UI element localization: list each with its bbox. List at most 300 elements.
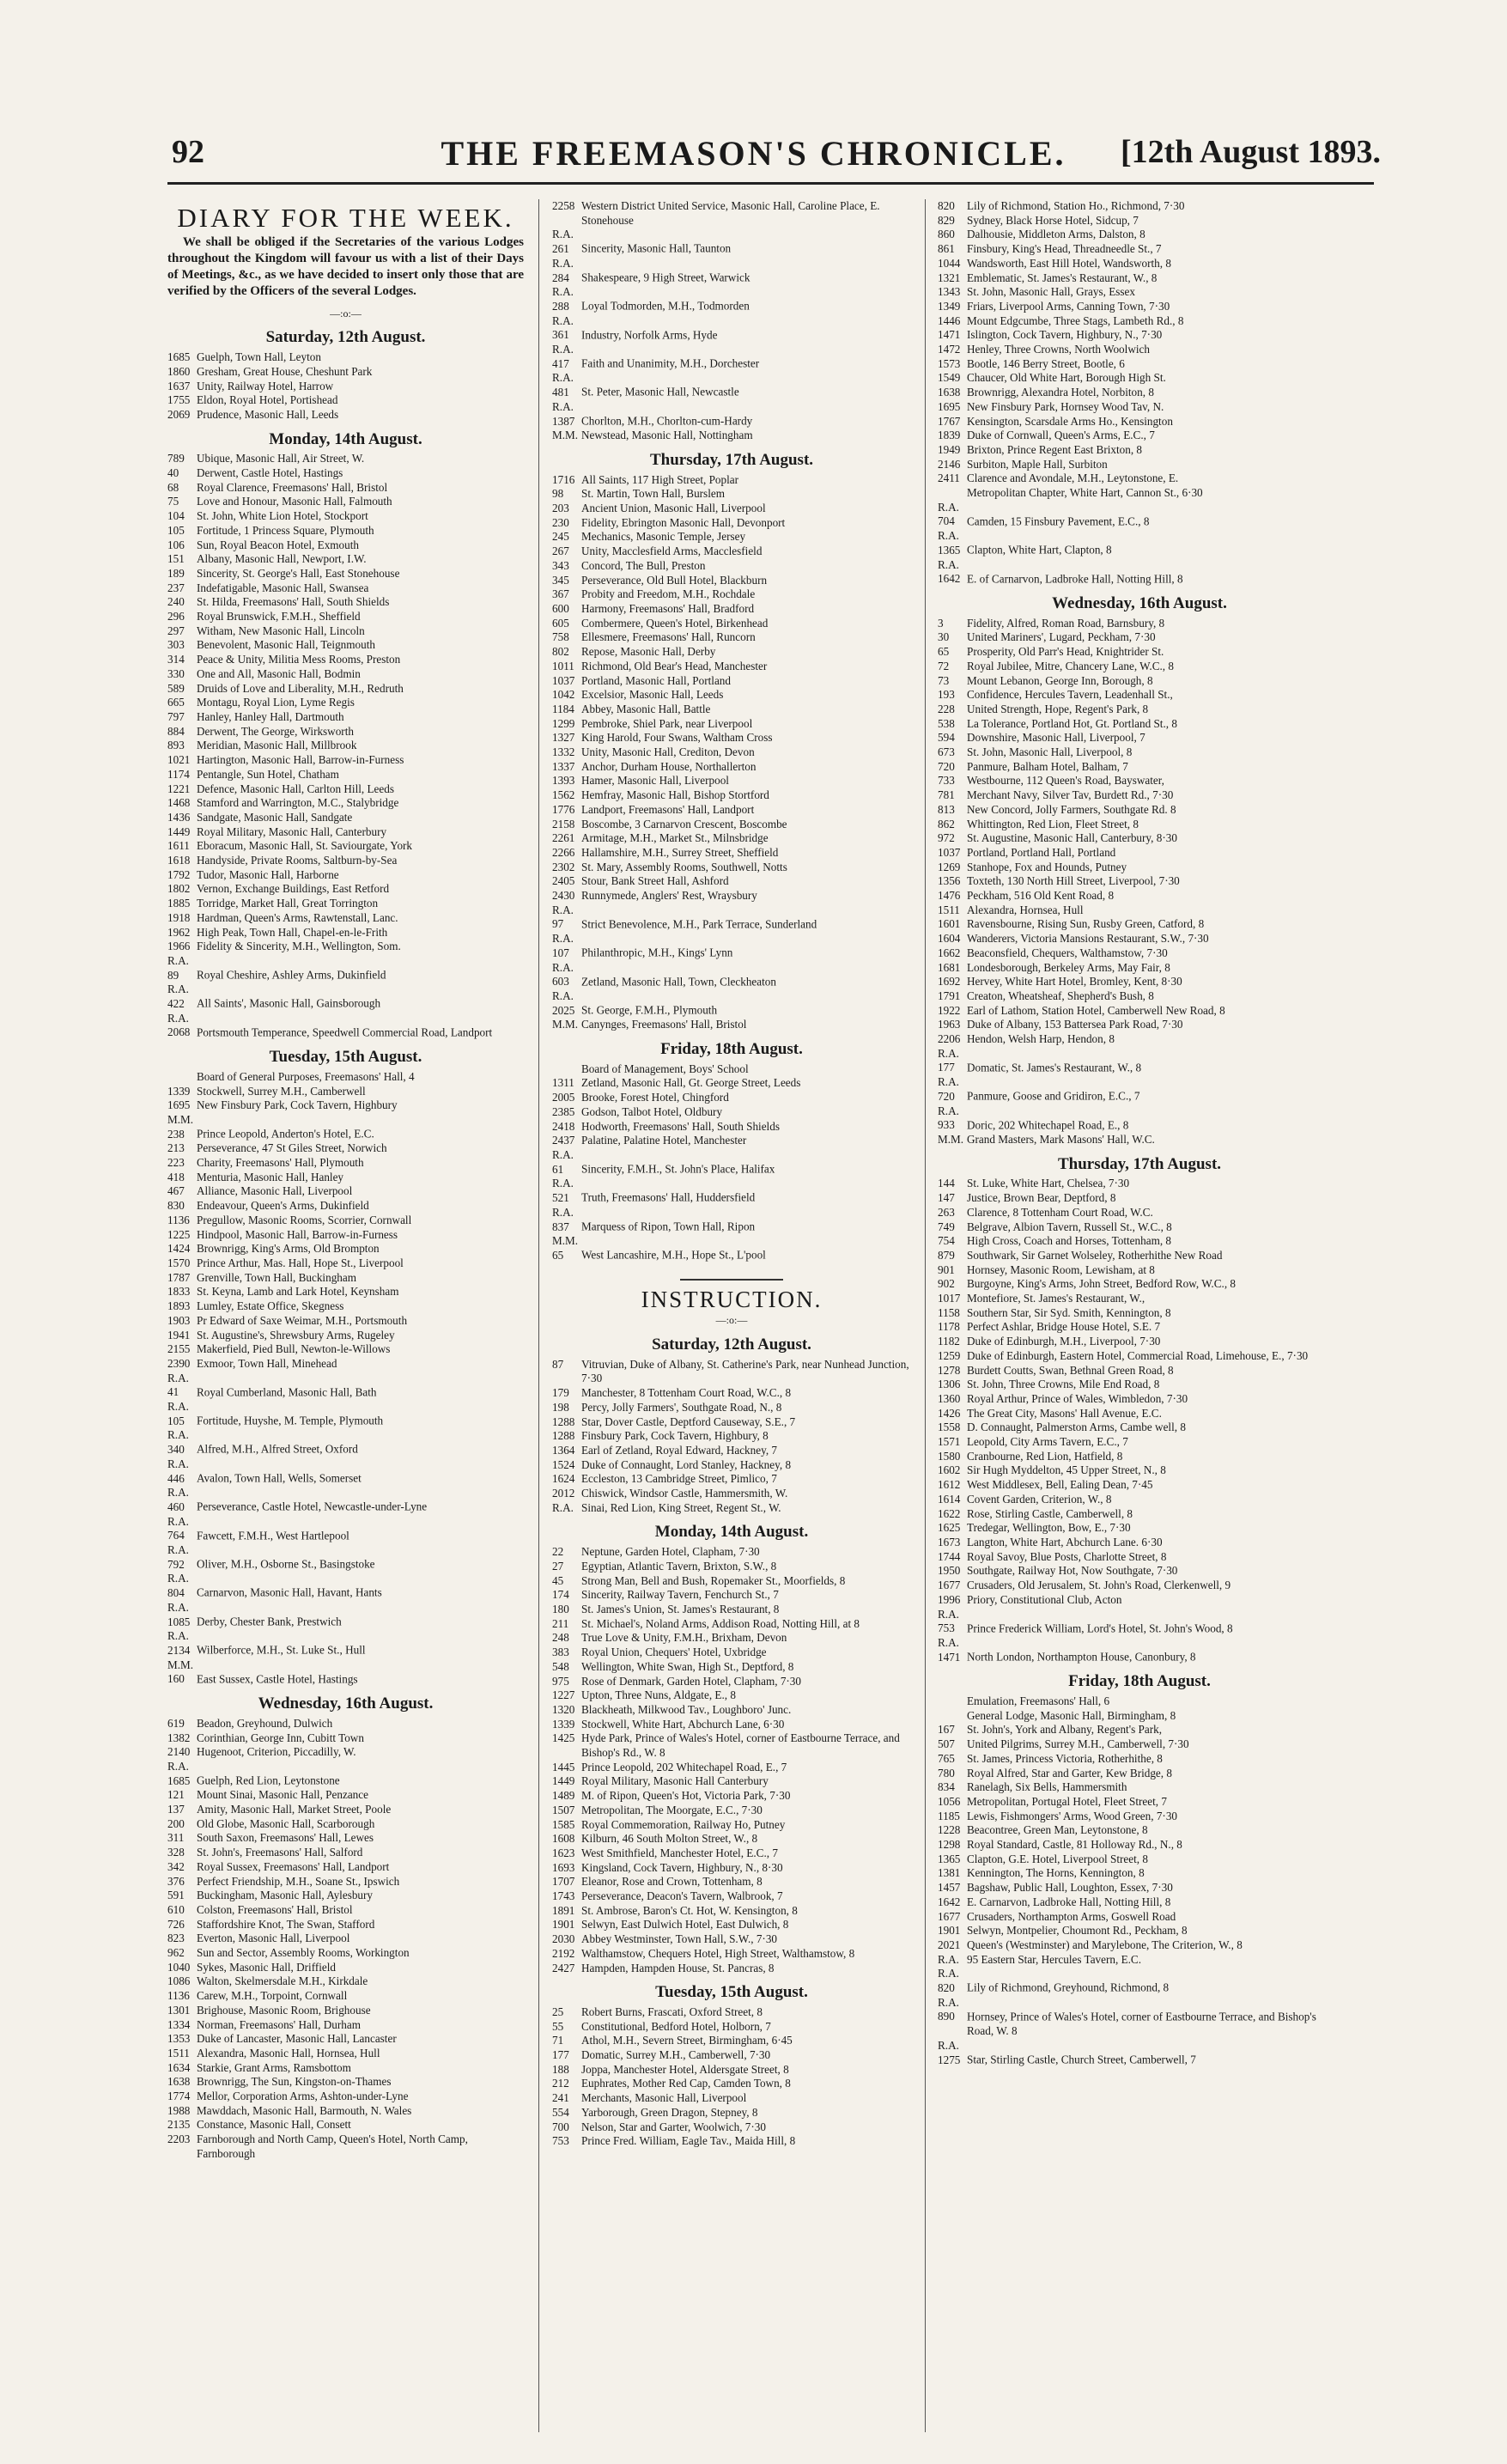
day-heading: Saturday, 12th August. xyxy=(652,1335,811,1354)
lodge-details: Boscombe, 3 Carnarvon Crescent, Boscombe xyxy=(581,817,787,830)
lodge-entry xyxy=(167,1342,524,1357)
lodge-entry xyxy=(552,1545,911,1560)
lodge-entry xyxy=(938,1234,1341,1249)
lodge-entry xyxy=(552,1574,911,1589)
lodge-number: 1802 xyxy=(167,882,191,896)
lodge-entry xyxy=(167,868,524,883)
lodge-entry xyxy=(167,495,524,509)
lodge-entry xyxy=(552,861,911,875)
day-heading: Tuesday, 15th August. xyxy=(655,1983,808,2002)
lodge-number: 1791 xyxy=(938,989,961,1002)
lodge-details: Royal Arthur, Prince of Wales, Wimbledon, 7·30 xyxy=(967,1391,1188,1405)
lodge-entry xyxy=(552,2134,911,2149)
lodge-details: Ancient Union, Masonic Hall, Liverpool xyxy=(581,502,766,515)
lodge-number: 1037 xyxy=(938,845,961,859)
lodge-details: Kennington, The Horns, Kennington, 8 xyxy=(967,1866,1145,1880)
lodge-details: Prince Fred. William, Eagle Tav., Maida Hill, 8 xyxy=(581,2134,796,2148)
lodge-number: 2192 xyxy=(552,1946,575,1960)
lodge-details: West Middlesex, Bell, Ealing Dean, 7·45 xyxy=(967,1478,1153,1492)
lodge-entry xyxy=(552,932,911,960)
lodge-entry xyxy=(938,1407,1341,1421)
lodge-details: Brownrigg, King's Arms, Old Brompton xyxy=(197,1242,380,1256)
lodge-number: 1562 xyxy=(552,788,575,802)
lodge-entry xyxy=(938,889,1341,903)
lodge-details: Royal Alfred, Star and Garter, Kew Bridge, 8 xyxy=(967,1766,1172,1780)
lodge-number: 1860 xyxy=(167,364,191,378)
lodge-number: R.A. 720 xyxy=(938,1075,959,1103)
lodge-entry xyxy=(167,725,524,739)
lodge-entry xyxy=(938,1608,1341,1636)
lodge-entry xyxy=(938,645,1341,660)
lodge-details: Cranbourne, Red Lion, Hatfield, 8 xyxy=(967,1449,1123,1463)
lodge-entry xyxy=(167,710,524,725)
lodge-details: Surbiton, Maple Hall, Surbiton xyxy=(967,457,1108,471)
lodge-details: St. Mary, Assembly Rooms, Southwell, Notts xyxy=(581,860,787,873)
lodge-details: Kingsland, Cock Tavern, Highbury, N., 8·30 xyxy=(581,1860,783,1874)
lodge-number: 25 xyxy=(552,2005,564,2018)
lodge-number: 1228 xyxy=(938,1823,961,1837)
lodge-entry xyxy=(552,1444,911,1458)
lodge-number: 213 xyxy=(167,1141,185,1155)
lodge-details: Brownrigg, The Sun, Kingston-on-Thames xyxy=(197,2075,392,2089)
lodge-number: 263 xyxy=(938,1205,955,1219)
lodge-number: 1601 xyxy=(938,917,961,931)
lodge-entry xyxy=(167,811,524,825)
lodge-details: Duke of Cornwall, Queen's Arms, E.C., 7 xyxy=(967,429,1155,442)
lodge-number: 1716 xyxy=(552,472,575,486)
lodge-details: Royal Savoy, Blue Posts, Charlotte Street, 8 xyxy=(967,1549,1167,1563)
lodge-number: 1426 xyxy=(938,1406,961,1420)
lodge-entry xyxy=(938,1636,1341,1664)
lodge-details: Harmony, Freemasons' Hall, Bradford xyxy=(581,601,755,615)
lodge-number: R.A. 41 xyxy=(167,1371,189,1399)
lodge-number: 2385 xyxy=(552,1104,575,1118)
lodge-entry xyxy=(552,400,911,429)
lodge-entry xyxy=(552,1646,911,1660)
lodge-number: 106 xyxy=(167,538,185,551)
lodge-details: Stockwell, Surrey M.H., Camberwell xyxy=(197,1084,366,1098)
lodge-entry xyxy=(552,1458,911,1473)
lodge-number: 753 xyxy=(552,2134,569,2148)
lodge-entry xyxy=(167,911,524,926)
lodge-details: Mawddach, Masonic Hall, Barmouth, N. Wales xyxy=(197,2103,412,2117)
lodge-number: 314 xyxy=(167,653,185,666)
lodge-entry xyxy=(167,1085,524,1099)
lodge-number: 1625 xyxy=(938,1521,961,1535)
day-heading: Thursday, 17th August. xyxy=(1057,1154,1222,1173)
lodge-number: R.A. xyxy=(552,1500,574,1514)
lodge-details: Islington, Cock Tavern, Highbury, N., 7·30 xyxy=(967,328,1163,342)
lodge-entry xyxy=(552,674,911,689)
lodge-entry xyxy=(167,408,524,423)
lodge-number: 237 xyxy=(167,581,185,594)
lodge-details: Runnymede, Anglers' Rest, Wraysbury xyxy=(581,889,757,903)
lodge-details: Staffordshire Knot, The Swan, Stafford xyxy=(197,1917,375,1931)
lodge-details: Priory, Constitutional Club, Acton xyxy=(967,1592,1122,1606)
lodge-entry xyxy=(167,393,524,408)
lodge-details: Royal Military, Masonic Hall, Canterbury xyxy=(197,824,387,838)
lodge-entry xyxy=(552,2020,911,2035)
lodge-details: Strict Benevolence, M.H., Park Terrace, Sunderland xyxy=(581,917,817,931)
lodge-details: Rose, Stirling Castle, Camberwell, 8 xyxy=(967,1506,1133,1520)
lodge-number: 1949 xyxy=(938,442,961,456)
lodge-number: 1174 xyxy=(167,767,190,781)
lodge-details: Lewis, Fishmongers' Arms, Wood Green, 7·30 xyxy=(967,1809,1178,1822)
lodge-entry xyxy=(552,1603,911,1617)
lodge-details: Hornsey, Masonic Room, Lewisham, at 8 xyxy=(967,1262,1155,1276)
lodge-details: Friars, Liverpool Arms, Canning Town, 7·30 xyxy=(967,299,1170,313)
lodge-number: R.A. 933 xyxy=(938,1104,959,1132)
lodge-number: R.A. 820 xyxy=(938,1967,959,1995)
lodge-number: 1343 xyxy=(938,285,961,299)
lodge-details: Earl of Zetland, Royal Edward, Hackney, 7 xyxy=(581,1443,778,1457)
instruction-sections xyxy=(552,1335,911,2149)
lodge-details: New Finsbury Park, Hornsey Wood Tav, N. xyxy=(967,399,1164,413)
diary-title: DIARY FOR THE WEEK. xyxy=(177,203,514,233)
lodge-details: Colston, Freemasons' Hall, Bristol xyxy=(197,1902,353,1916)
lodge-details: Vitruvian, Duke of Albany, St. Catherine's Park, near Nunhead Junction, 7·30 xyxy=(581,1357,909,1385)
lodge-entry xyxy=(552,314,911,343)
lodge-number: 1042 xyxy=(552,688,575,702)
lodge-entry xyxy=(938,228,1341,242)
lodge-entry xyxy=(552,545,911,559)
lodge-entry xyxy=(552,1415,911,1430)
lodge-entry xyxy=(938,257,1341,271)
lodge-entry xyxy=(167,2004,524,2018)
lodge-entry xyxy=(167,1803,524,1817)
lodge-entry xyxy=(552,587,911,602)
lodge-entry xyxy=(167,1946,524,1961)
lodge-entry xyxy=(552,502,911,516)
lodge-number: 2302 xyxy=(552,860,575,873)
lodge-entry xyxy=(552,1206,911,1234)
lodge-entry xyxy=(552,473,911,488)
lodge-entry xyxy=(938,415,1341,429)
lodge-details: Concord, The Bull, Preston xyxy=(581,558,706,572)
lodge-details: Nelson, Star and Garter, Woolwich, 7·30 xyxy=(581,2120,766,2133)
lodge-entry xyxy=(938,214,1341,228)
lodge-entry xyxy=(552,429,911,443)
lodge-details: St. John, Masonic Hall, Liverpool, 8 xyxy=(967,745,1133,759)
lodge-details: Mechanics, Masonic Temple, Jersey xyxy=(581,530,746,544)
lodge-number: 720 xyxy=(938,759,955,773)
lodge-details: All Saints', Masonic Hall, Gainsborough xyxy=(197,997,381,1011)
lodge-entry xyxy=(552,602,911,617)
lodge-number: 1306 xyxy=(938,1378,961,1391)
lodge-number: 1182 xyxy=(938,1335,960,1348)
day-heading: Thursday, 17th August. xyxy=(649,450,814,469)
lodge-number: 2427 xyxy=(552,1961,575,1974)
lodge-entry xyxy=(552,717,911,732)
lodge-details: St. Keyna, Lamb and Lark Hotel, Keynsham xyxy=(197,1285,399,1299)
lodge-details: Industry, Norfolk Arms, Hyde xyxy=(581,328,718,342)
lodge-number: 901 xyxy=(938,1262,955,1276)
lodge-entry xyxy=(167,1817,524,1832)
lodge-details: West Lancashire, M.H., Hope St., L'pool xyxy=(581,1248,766,1262)
lodge-entry xyxy=(938,1292,1341,1306)
lodge-number: 211 xyxy=(552,1616,569,1630)
lodge-number: 879 xyxy=(938,1248,955,1262)
lodge-details: Wandsworth, East Hill Hotel, Wandsworth, 8 xyxy=(967,256,1171,270)
lodge-entry xyxy=(938,1032,1341,1047)
lodge-entry xyxy=(552,846,911,861)
lodge-entry xyxy=(167,854,524,868)
lodge-details: Hartington, Masonic Hall, Barrow-in-Furness xyxy=(197,753,404,767)
lodge-details: Emulation, Freemasons' Hall, 6 xyxy=(967,1694,1110,1708)
lodge-entry xyxy=(552,1234,911,1262)
lodge-entry xyxy=(552,516,911,531)
lodge-details: Prince Leopold, Anderton's Hotel, E.C. xyxy=(197,1127,374,1141)
lodge-entry xyxy=(938,674,1341,689)
lodge-entry xyxy=(167,1745,524,1760)
lodge-number: 1901 xyxy=(938,1924,961,1938)
lodge-entry xyxy=(938,529,1341,557)
lodge-number: R.A. 261 xyxy=(552,228,574,256)
lodge-details: Finsbury Park, Cock Tavern, Highbury, 8 xyxy=(581,1429,769,1443)
lodge-entry xyxy=(938,903,1341,918)
lodge-entry xyxy=(167,2104,524,2119)
lodge-number: 2135 xyxy=(167,2118,191,2132)
lodge-entry xyxy=(938,1881,1341,1895)
lodge-details: Fidelity, Ebrington Masonic Hall, Devonport xyxy=(581,515,786,529)
lodge-entry xyxy=(938,731,1341,745)
lodge-details: Tudor, Masonic Hall, Harborne xyxy=(197,867,339,881)
lodge-number: 2266 xyxy=(552,845,575,859)
lodge-number: 1337 xyxy=(552,759,575,773)
lodge-details: Panmure, Goose and Gridiron, E.C., 7 xyxy=(967,1089,1140,1103)
lodge-number: 884 xyxy=(167,724,185,738)
lodge-entry xyxy=(167,1989,524,2004)
lodge-number: 1011 xyxy=(552,659,574,672)
lodge-number: 188 xyxy=(552,2062,569,2076)
lodge-number: 200 xyxy=(167,1816,185,1830)
lodge-entry xyxy=(167,1717,524,1731)
lodge-number: R.A. 1387 xyxy=(552,399,575,428)
lodge-number: 754 xyxy=(938,1234,955,1248)
lodge-entry xyxy=(552,1062,911,1077)
lodge-number: 1638 xyxy=(167,2075,191,2089)
lodge-details: Excelsior, Masonic Hall, Leeds xyxy=(581,688,724,702)
lodge-details: Sun, Royal Beacon Hotel, Exmouth xyxy=(197,538,359,551)
lodge-number: R.A. 764 xyxy=(167,1514,189,1542)
lodge-entry xyxy=(167,350,524,365)
lodge-number: 228 xyxy=(938,702,955,715)
lodge-entry xyxy=(938,1047,1341,1075)
lodge-number: 1086 xyxy=(167,1974,191,1988)
lodge-number: R.A. 107 xyxy=(552,932,574,959)
lodge-entry xyxy=(938,1895,1341,1910)
lodge-entry xyxy=(938,1463,1341,1478)
lodge-entry xyxy=(938,1866,1341,1881)
lodge-details: Perseverance, Deacon's Tavern, Walbrook, 7 xyxy=(581,1889,783,1903)
lodge-number: 758 xyxy=(552,630,569,644)
lodge-number: 1365 xyxy=(938,1852,961,1865)
lodge-details: Upton, Three Nuns, Aldgate, E., 8 xyxy=(581,1688,736,1702)
lodge-entry xyxy=(167,653,524,667)
lodge-details: Stockwell, White Hart, Abchurch Lane, 6·30 xyxy=(581,1717,785,1731)
lodge-details: Ranelagh, Six Bells, Hammersmith xyxy=(967,1780,1127,1794)
lodge-details: Perseverance, 47 St Giles Street, Norwich xyxy=(197,1141,387,1155)
lodge-details: East Sussex, Castle Hotel, Hastings xyxy=(197,1672,358,1686)
lodge-entry xyxy=(938,760,1341,775)
lodge-entry xyxy=(938,1435,1341,1450)
lodge-details: Sinai, Red Lion, King Street, Regent St., W. xyxy=(581,1500,781,1514)
lodge-details: Whittington, Red Lion, Fleet Street, 8 xyxy=(967,817,1139,830)
day-heading: Friday, 18th August. xyxy=(660,1040,803,1059)
lodge-entry xyxy=(167,1932,524,1946)
lodge-number: 765 xyxy=(938,1751,955,1765)
lodge-number: 1446 xyxy=(938,313,961,327)
lodge-entry xyxy=(167,1184,524,1199)
lodge-number: 1339 xyxy=(167,1084,191,1098)
lodge-number: 2261 xyxy=(552,831,575,845)
lodge-details: Brixton, Prince Regent East Brixton, 8 xyxy=(967,442,1143,456)
lodge-details: Derwent, The George, Wirksworth xyxy=(197,724,354,738)
lodge-entry xyxy=(167,825,524,840)
lodge-details: Dalhousie, Middleton Arms, Dalston, 8 xyxy=(967,228,1145,241)
lodge-number: 733 xyxy=(938,774,955,788)
lodge-details: Metropolitan, Portugal Hotel, Fleet Street, 7 xyxy=(967,1794,1167,1808)
lodge-entry xyxy=(552,559,911,574)
lodge-entry xyxy=(167,1141,524,1156)
lodge-number: 248 xyxy=(552,1631,569,1645)
lodge-entry xyxy=(552,2063,911,2078)
lodge-number: 1901 xyxy=(552,1918,575,1932)
lodge-number: 376 xyxy=(167,1874,185,1888)
lodge-entry xyxy=(938,371,1341,386)
lodge-entry xyxy=(938,458,1341,472)
lodge-details: Zetland, Masonic Hall, Gt. George Street, Leeds xyxy=(581,1076,801,1090)
lodge-entry xyxy=(552,1789,911,1804)
lodge-entry xyxy=(552,343,911,371)
lodge-entry xyxy=(938,917,1341,932)
lodge-number: 1580 xyxy=(938,1449,961,1463)
lodge-details: Sir Hugh Myddelton, 45 Upper Street, N., 8 xyxy=(967,1463,1166,1477)
lodge-details: St. Ambrose, Baron's Ct. Hot, W. Kensington, 8 xyxy=(581,1903,798,1917)
lodge-entry xyxy=(938,1004,1341,1019)
lodge-details: Menturia, Masonic Hall, Hanley xyxy=(197,1170,344,1183)
lodge-entry xyxy=(552,285,911,313)
lodge-number: R.A. 1471 xyxy=(938,1635,961,1664)
lodge-details: Newstead, Masonic Hall, Nottingham xyxy=(581,429,753,442)
lodge-entry xyxy=(167,1242,524,1256)
lodge-details: Egyptian, Atlantic Tavern, Brixton, S.W., 8 xyxy=(581,1559,777,1573)
lodge-number: 177 xyxy=(552,2048,569,2062)
lodge-details: Landport, Freemasons' Hall, Landport xyxy=(581,802,755,816)
lodge-entry xyxy=(552,1120,911,1135)
lodge-details: King Harold, Four Swans, Waltham Cross xyxy=(581,731,773,745)
lodge-entry xyxy=(167,882,524,897)
lodge-details: Hamer, Masonic Hall, Liverpool xyxy=(581,774,729,788)
lodge-number: 1693 xyxy=(552,1860,575,1874)
lodge-entry xyxy=(938,1953,1341,1968)
lodge-number: 820 xyxy=(938,199,955,212)
lodge-entry xyxy=(938,703,1341,717)
lodge-number: 75 xyxy=(167,495,179,508)
lodge-details: St. Luke, White Hart, Chelsea, 7·30 xyxy=(967,1177,1130,1190)
lodge-number: 1339 xyxy=(552,1717,575,1731)
lodge-details: Hodworth, Freemasons' Hall, South Shields xyxy=(581,1119,780,1133)
lodge-number: 1037 xyxy=(552,673,575,687)
lodge-entry xyxy=(552,1091,911,1105)
lodge-number: 1288 xyxy=(552,1415,575,1428)
lodge-entry xyxy=(167,782,524,797)
lodge-number: 121 xyxy=(167,1788,185,1802)
lodge-entry xyxy=(552,745,911,760)
lodge-details: New Finsbury Park, Cock Tavern, Highbury xyxy=(197,1098,398,1112)
lodge-number: 1922 xyxy=(938,1003,961,1017)
lodge-entry xyxy=(552,1487,911,1501)
lodge-details: Abbey, Masonic Hall, Battle xyxy=(581,702,711,715)
lodge-entry xyxy=(167,1918,524,1932)
lodge-entry xyxy=(552,903,911,932)
lodge-entry xyxy=(552,2091,911,2106)
lodge-entry xyxy=(552,1588,911,1603)
lodge-number: 2158 xyxy=(552,817,575,830)
lodge-number: R.A. 1365 xyxy=(938,529,961,557)
lodge-details: Wilberforce, M.H., St. Luke St., Hull xyxy=(197,1643,366,1657)
lodge-number: R.A. 177 xyxy=(938,1046,959,1074)
lodge-number: 1382 xyxy=(167,1731,191,1744)
lodge-number: M.M. xyxy=(552,1018,579,1031)
lodge-entry xyxy=(938,1752,1341,1767)
lodge-details: Exmoor, Town Hall, Minehead xyxy=(197,1356,337,1370)
lodge-entry xyxy=(938,1910,1341,1925)
lodge-details: Montagu, Royal Lion, Lyme Regis xyxy=(197,696,355,709)
lodge-entry xyxy=(167,2061,524,2076)
lodge-number: 823 xyxy=(167,1932,185,1945)
lodge-entry xyxy=(552,1718,911,1732)
lodge-details: Clapton, White Hart, Clapton, 8 xyxy=(967,543,1112,557)
lodge-entry xyxy=(167,1171,524,1185)
lodge-number: 1178 xyxy=(938,1320,960,1334)
lodge-number: 1227 xyxy=(552,1688,575,1702)
lodge-entry xyxy=(552,530,911,545)
lodge-details: Henley, Three Crowns, North Woolwich xyxy=(967,343,1150,356)
lodge-number: 1364 xyxy=(552,1443,575,1457)
lodge-entry xyxy=(167,552,524,567)
lodge-details: Hallamshire, M.H., Surrey Street, Sheffield xyxy=(581,845,779,859)
lodge-details: Toxteth, 130 North Hill Street, Liverpool, 7·30 xyxy=(967,874,1180,888)
lodge-details: Witham, New Masonic Hall, Lincoln xyxy=(197,624,365,637)
lodge-details: Perseverance, Old Bull Hotel, Blackburn xyxy=(581,573,768,587)
lodge-entry xyxy=(167,1486,524,1514)
lodge-entry xyxy=(938,400,1341,415)
lodge-details: Neptune, Garden Hotel, Clapham, 7·30 xyxy=(581,1545,760,1559)
lodge-details: Board of General Purposes, Freemasons' Hall, 4 xyxy=(197,1069,415,1083)
lodge-details: Carnarvon, Masonic Hall, Havant, Hants xyxy=(197,1586,382,1600)
lodge-number: 591 xyxy=(167,1889,185,1902)
lodge-details: Mount Sinai, Masonic Hall, Penzance xyxy=(197,1788,368,1802)
lodge-entry xyxy=(167,768,524,782)
lodge-entry xyxy=(938,1737,1341,1752)
column-3 xyxy=(938,199,1341,2432)
lodge-number: R.A. 61 xyxy=(552,1148,574,1176)
lodge-entry xyxy=(552,1703,911,1718)
lodge-details: Robert Burns, Frascati, Oxford Street, 8 xyxy=(581,2005,763,2018)
lodge-entry xyxy=(938,1478,1341,1493)
lodge-entry xyxy=(552,1177,911,1205)
lodge-details: Metropolitan, The Moorgate, E.C., 7·30 xyxy=(581,1803,763,1816)
lodge-details: Royal Military, Masonic Hall Canterbury xyxy=(581,1774,769,1788)
column-3-continued xyxy=(938,199,1341,587)
lodge-entry xyxy=(167,1629,524,1658)
lodge-entry xyxy=(167,365,524,380)
lodge-entry xyxy=(938,429,1341,443)
lodge-number: 1602 xyxy=(938,1463,961,1477)
lodge-entry xyxy=(167,380,524,394)
lodge-details: Marquess of Ripon, Town Hall, Ripon xyxy=(581,1220,756,1233)
